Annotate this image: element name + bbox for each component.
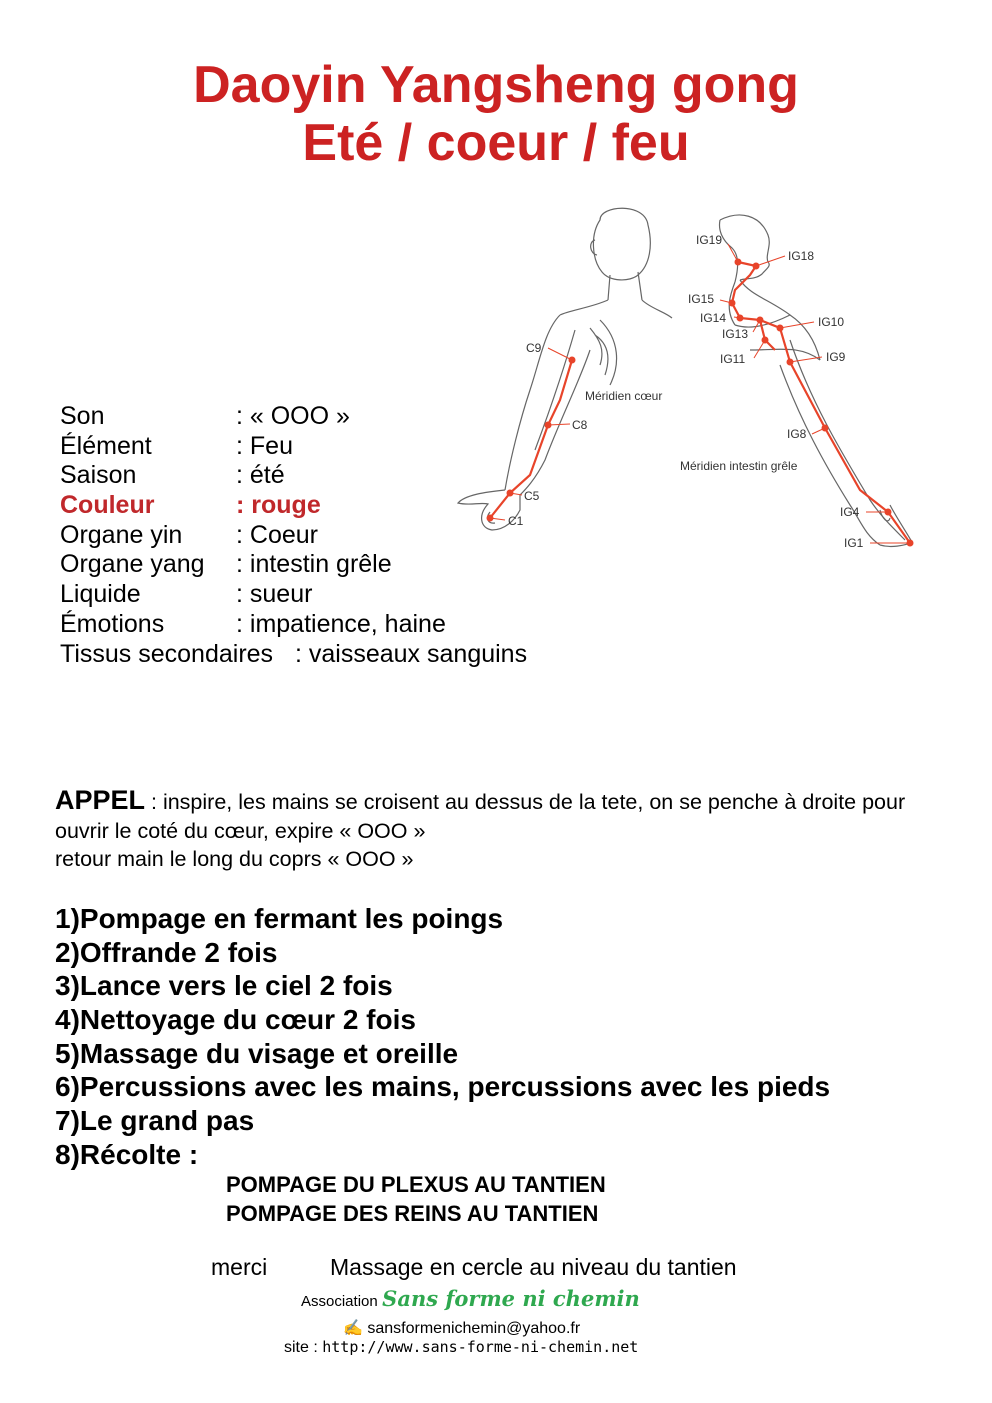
point-label-ig15: IG15 [688, 292, 715, 306]
step-5: 5)Massage du visage et oreille [55, 1037, 459, 1069]
step-8: 8)Récolte : [55, 1138, 199, 1170]
step-2: 2)Offrande 2 fois [55, 936, 278, 968]
point-label-ig9: IG9 [826, 350, 846, 364]
appel-paragraph [55, 786, 935, 874]
steps-list [55, 902, 830, 1172]
page-title: Daoyin Yangsheng gong [193, 56, 799, 114]
merci-text: merci [211, 1254, 268, 1280]
appel-text-2: retour main le long du coprs « OOO » [55, 847, 414, 871]
point-label-c8: C8 [572, 418, 588, 432]
appel-keyword: APPEL [55, 785, 146, 815]
heart-meridian-label: Méridien cœur [585, 389, 663, 403]
meridian-illustration [450, 200, 930, 560]
step-1: 1)Pompage en fermant les poings [55, 903, 504, 934]
point-label-ig19: IG19 [696, 233, 723, 247]
site-link[interactable]: http://www.sans-forme-ni-chemin.net [322, 1338, 639, 1356]
step-4: 4)Nettoyage du cœur 2 fois [55, 1004, 416, 1036]
point-label-c9: C9 [526, 341, 542, 355]
point-label-ig1: IG1 [844, 536, 864, 550]
point-label-ig11: IG11 [720, 352, 746, 366]
massage-text: Massage en cercle au niveau du tantien [330, 1254, 737, 1280]
step-7: 7)Le grand pas [55, 1105, 255, 1137]
association-line [301, 1286, 640, 1311]
recolte-line-2: POMPAGE DES REINS AU TANTIEN [226, 1201, 599, 1226]
point-label-ig10: IG10 [818, 315, 845, 329]
recolte-line-1: POMPAGE DU PLEXUS AU TANTIEN [226, 1172, 606, 1197]
email-line [343, 1318, 580, 1338]
point-label-ig14: IG14 [700, 311, 727, 325]
point-label-c1: C1 [508, 514, 524, 528]
site-label: site : [284, 1339, 323, 1356]
small-intestine-meridian-label: Méridien intestin grêle [680, 459, 798, 473]
point-label-ig18: IG18 [788, 249, 815, 263]
pen-icon: ✍ [343, 1320, 363, 1337]
email-link[interactable]: sansformenichemin@yahoo.fr [367, 1320, 581, 1337]
step-3: 3)Lance vers le ciel 2 fois [55, 970, 393, 1002]
association-name: Sans forme ni chemin [382, 1286, 640, 1311]
step-6: 6)Percussions avec les mains, percussions avec les pieds [55, 1071, 831, 1103]
point-label-c5: C5 [524, 489, 540, 503]
association-label: Association [301, 1293, 378, 1310]
page-subtitle: Eté / coeur / feu [302, 114, 690, 172]
point-label-ig13: IG13 [722, 327, 749, 341]
site-line [284, 1338, 638, 1357]
point-label-ig4: IG4 [840, 505, 860, 519]
appel-text: : inspire, les mains se croisent au dessus de la tete, on se penche à droite pour ouvrir le coté du cœur, expire « OOO » [55, 790, 906, 843]
recolte-details [226, 1170, 606, 1228]
point-label-ig8: IG8 [787, 427, 807, 441]
